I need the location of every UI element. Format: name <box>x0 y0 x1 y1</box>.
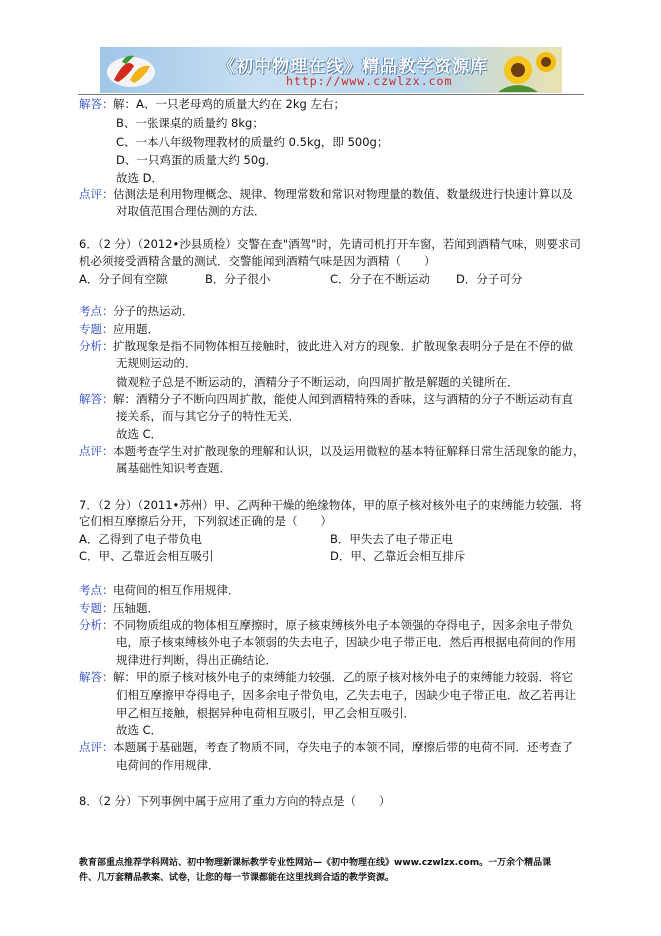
q6-option-d: D．分子可分 <box>456 272 523 286</box>
q7-dianping-line: 电荷间的作用规律． <box>116 758 220 772</box>
zhuanti-label: 专题： <box>79 322 114 336</box>
zhuanti-label: 专题： <box>79 601 114 615</box>
page-footer <box>79 856 584 886</box>
solution-label: 解答： <box>79 97 114 111</box>
footer-line: 件、几万套精品教案、试卷，让您的每一节课都能在这里找到合适的教学资源。 <box>79 873 395 883</box>
q6-answer: 故选 C． <box>116 427 163 441</box>
q6-option-c: C．分子在不断运动 <box>330 272 431 286</box>
q6-zhuanti: 专题：应用题． <box>79 322 159 336</box>
q5-solution-line: C、一本八年级物理教材的质量约 0.5kg，即 500g； <box>116 135 389 149</box>
q7-jieda-line: 甲乙相互接触，根据异种电荷相互吸引，甲乙会相互吸引． <box>116 706 415 720</box>
site-logo-icon <box>104 50 158 90</box>
q7-dianping: 点评：本题属于基础题，考查了物质不同，夺失电子的本领不同，摩擦后带的电荷不同．还考查了 <box>79 740 573 754</box>
q7-kaodian: 考点：电荷间的相互作用规律． <box>79 583 240 597</box>
q6-kaodian: 考点：分子的热运动． <box>79 304 194 318</box>
q7-option-a: A．乙得到了电子带负电 <box>79 532 202 546</box>
q8-stem: 8．（2 分）下列事例中属于应用了重力方向的特点是（ ） <box>79 794 391 808</box>
q7-jieda: 解答：解：甲的原子核对核外电子的束缚能力较强．乙的原子核对核外电子的束缚能力较弱．将它 <box>79 670 573 684</box>
footer-line: 教育部重点推荐学科网站、初中物理新课标教学专业性网站—《初中物理在线》www.czwlzx.com。一万余个精品课 <box>79 858 552 868</box>
q7-option-c: C．甲、乙靠近会相互吸引 <box>79 549 214 563</box>
q6-fenxi-line: 微观粒子总是不断运动的，酒精分子不断运动，向四周扩散是解题的关键所在． <box>116 375 519 389</box>
fenxi-label: 分析： <box>79 339 114 353</box>
site-url[interactable]: http://www.czwlzx.com <box>286 74 453 88</box>
q5-solution-line: B、一张课桌的质量约 8kg； <box>116 116 264 130</box>
q6-dianping-line: 属基础性知识考查题． <box>116 461 231 475</box>
q6-stem: 6．（2 分）（2012•沙县质检）交警在查"酒驾"时，先请司机打开车窗，若闻到酒精气味，则要求司 <box>79 237 581 251</box>
jieda-label: 解答： <box>79 392 114 406</box>
q7-fenxi-line: 规律进行判断，得出正确结论． <box>116 653 277 667</box>
q7-stem: 它们相互摩擦后分开，下列叙述正确的是（ ） <box>79 514 332 528</box>
q7-option-b: B．甲失去了电子带正电 <box>330 532 453 546</box>
q5-comment-line: 点评：估测法是利用物理概念、规律、物理常数和常识对物理量的数值、数量级进行快速计算以及 <box>79 187 573 201</box>
q6-jieda: 解答：解：酒精分子不断向四周扩散，能使人闻到酒精特殊的香味，这与酒精的分子不断运动有直 <box>79 392 573 406</box>
comment-label: 点评： <box>79 187 114 201</box>
kaodian-label: 考点： <box>79 583 114 597</box>
header-banner <box>100 47 562 93</box>
header-divider <box>78 94 584 95</box>
q6-dianping: 点评：本题考查学生对扩散现象的理解和认识，以及运用微粒的基本特征解释日常生活现象的能力， <box>79 444 585 458</box>
site-title: 《初中物理在线》精品教学资源库 <box>218 57 488 77</box>
dianping-label: 点评： <box>79 444 114 458</box>
kaodian-label: 考点： <box>79 304 114 318</box>
q7-jieda-line: 们相互摩擦甲夺得电子，因多余电子带负电，乙失去电子，因缺少电子带正电．故乙若再让 <box>116 688 576 702</box>
q7-fenxi: 分析：不同物质组成的物体相互摩擦时，原子核束缚核外电子本领强的夺得电子，因多余电子带负 <box>79 618 573 632</box>
q6-option-b: B．分子很小 <box>205 272 271 286</box>
q7-option-d: D．甲、乙靠近会相互排斥 <box>330 549 466 563</box>
fenxi-label: 分析： <box>79 618 114 632</box>
q5-comment-line: 对取值范围合理估测的方法． <box>116 204 266 218</box>
q6-jieda-line: 接关系，而与其它分子的特性无关． <box>116 409 300 423</box>
q6-option-a: A．分子间有空隙 <box>79 272 168 286</box>
q7-zhuanti: 专题：压轴题． <box>79 601 159 615</box>
q7-answer: 故选 C． <box>116 723 163 737</box>
q5-answer: 故选 D． <box>116 171 164 185</box>
q7-stem: 7．（2 分）（2011•苏州）甲、乙两种干燥的绝缘物体，甲的原子核对核外电子的束缚能力较强．将 <box>79 498 582 512</box>
jieda-label: 解答： <box>79 670 114 684</box>
q6-fenxi-line: 无规则运动的． <box>116 356 197 370</box>
q6-fenxi: 分析：扩散现象是指不同物体相互接触时，彼此进入对方的现象．扩散现象表明分子是在不停的做 <box>79 339 573 353</box>
q6-stem: 机必须接受酒精含量的测试．交警能闻到酒精气味是因为酒精（ ） <box>79 254 436 268</box>
q5-solution-line: 解答：解：A、一只老母鸡的质量大约在 2kg 左右； <box>79 97 345 111</box>
dianping-label: 点评： <box>79 740 114 754</box>
q5-solution-line: D、一只鸡蛋的质量大约 50g． <box>116 153 277 167</box>
q7-fenxi-line: 电，原子核束缚核外电子本领弱的失去电子，因缺少电子带正电．然后再根据电荷间的作用 <box>116 635 576 649</box>
sunflower-icon <box>498 48 560 92</box>
